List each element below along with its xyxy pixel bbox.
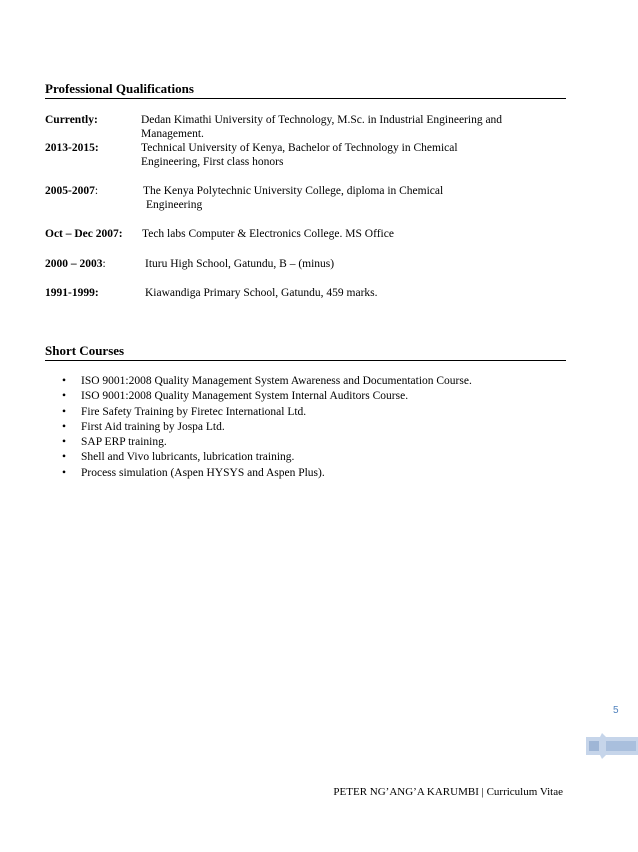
qualification-line: Engineering, First class honors: [141, 156, 284, 168]
qualification-label: [45, 184, 98, 198]
qualification-value: [141, 113, 502, 141]
course-text: Fire Safety Training by Firetec International Ltd.: [81, 405, 307, 418]
list-item: [62, 374, 472, 389]
short-courses-list: [62, 374, 472, 481]
qualification-label-text: 2000 – 2003: [45, 258, 103, 270]
qualification-value: [143, 184, 443, 212]
footer-text: PETER NG’ANG’A KARUMBI | Curriculum Vitae: [333, 786, 563, 798]
qualification-label: Oct – Dec 2007:: [45, 228, 123, 240]
qualification-value: [142, 227, 394, 241]
bullet-icon: •: [62, 466, 67, 479]
bullet-icon: •: [62, 436, 67, 449]
list-item: [62, 466, 472, 481]
bullet-icon: •: [62, 420, 67, 433]
qualification-value: [141, 141, 458, 169]
qualification-value: [145, 257, 334, 271]
qualification-value: [145, 286, 378, 300]
qualification-line: Dedan Kimathi University of Technology, M.Sc. in Industrial Engineering and: [141, 114, 503, 126]
course-text: Shell and Vivo lubricants, lubrication training.: [81, 451, 295, 464]
qualification-line: Tech labs Computer & Electronics College. MS Office: [142, 228, 394, 240]
qualification-label-text: 2005-2007: [45, 185, 95, 197]
page-number: 5: [613, 705, 619, 716]
course-text: Process simulation (Aspen HYSYS and Aspen Plus).: [81, 466, 325, 479]
qualifications-heading: Professional Qualifications: [45, 81, 566, 99]
list-item: [62, 435, 472, 450]
qualification-line: Technical University of Kenya, Bachelor of Technology in Chemical: [141, 142, 458, 154]
list-item: [62, 450, 472, 465]
course-text: ISO 9001:2008 Quality Management System Awareness and Documentation Course.: [81, 375, 472, 387]
qualification-label-suffix: :: [102, 258, 106, 270]
qualification-label: 1991-1999:: [45, 287, 99, 299]
course-text: ISO 9001:2008 Quality Management System Internal Auditors Course.: [81, 390, 409, 403]
list-item: [62, 405, 472, 420]
course-text: First Aid training by Jospa Ltd.: [81, 420, 225, 433]
bullet-icon: •: [62, 451, 67, 464]
list-item: [62, 389, 472, 404]
qualification-label: [45, 257, 106, 271]
qualification-line: Engineering: [146, 199, 203, 211]
qualification-line: Ituru High School, Gatundu, B – (minus): [145, 258, 335, 270]
course-text: SAP ERP training.: [81, 436, 167, 449]
bullet-icon: •: [62, 375, 67, 387]
qualification-line: Management.: [141, 128, 204, 140]
qualification-line: Kiawandiga Primary School, Gatundu, 459 marks.: [145, 287, 378, 299]
qualification-label: 2013-2015:: [45, 142, 99, 154]
qualification-line: The Kenya Polytechnic University College, diploma in Chemical: [143, 185, 444, 197]
qualification-label: Currently:: [45, 114, 98, 126]
qualification-label-suffix: :: [94, 185, 99, 197]
page-corner-decoration-icon: [586, 733, 638, 759]
bullet-icon: •: [62, 405, 67, 418]
bullet-icon: •: [62, 390, 67, 403]
list-item: [62, 420, 472, 435]
short-courses-heading: Short Courses: [45, 343, 566, 361]
